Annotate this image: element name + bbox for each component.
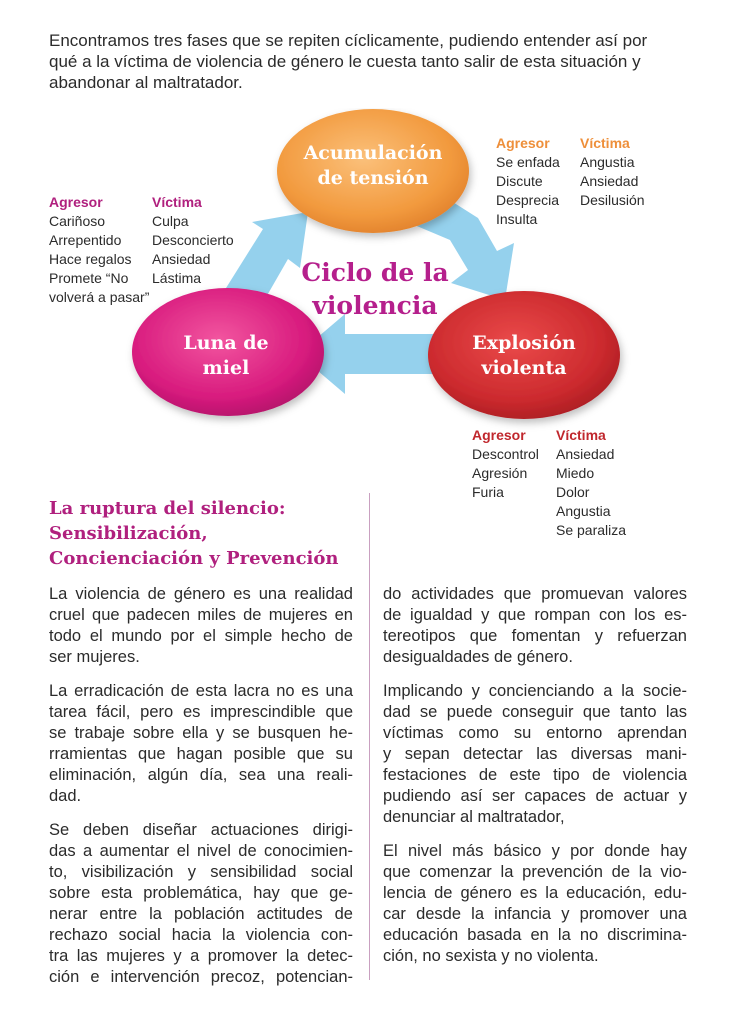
text-line: El nivel más básico y por donde hay xyxy=(383,842,687,860)
explosion-label-line: Explosión xyxy=(472,332,576,354)
text-line: rramientas que hagan posible que su xyxy=(49,745,353,763)
text-line: Se deben diseñar actuaciones dirigi- xyxy=(49,821,353,839)
text-line: todo el mundo por el simple hecho de xyxy=(49,627,353,645)
intro-line: qué a la víctima de violencia de género le cuesta tanto salir de esta situación y xyxy=(49,52,641,71)
list-item: Ansiedad xyxy=(580,173,639,189)
list-item: Se paraliza xyxy=(556,522,627,538)
explosion-phase-label xyxy=(448,331,600,381)
list-item: Angustia xyxy=(580,154,635,170)
explosion-agresor-list xyxy=(472,426,539,502)
list-item: Arrepentido xyxy=(49,232,122,248)
body-paragraph xyxy=(383,841,687,967)
cycle-title-line: violencia xyxy=(312,291,438,320)
tension-agresor-heading: Agresor xyxy=(496,135,550,151)
luna-victima-heading: Víctima xyxy=(152,194,202,210)
list-item: Furia xyxy=(472,484,504,500)
list-item: volverá a pasar” xyxy=(49,289,150,305)
luna-agresor-list xyxy=(49,193,149,307)
explosion-label-line: violenta xyxy=(481,357,567,379)
text-line: nerar entre la población actitudes de xyxy=(49,905,353,923)
list-item: Culpa xyxy=(152,213,189,229)
intro-line: abandonar al maltratador. xyxy=(49,73,243,92)
text-line: car desde la infancia y promover una xyxy=(383,905,687,923)
tension-label-line: Acumulación xyxy=(303,142,443,164)
list-item: Cariñoso xyxy=(49,213,106,229)
text-line: dad se puede conseguir que tanto las xyxy=(383,703,687,721)
text-line: rechazo social hacia la violencia con- xyxy=(49,926,353,944)
list-item: Promete “No xyxy=(49,270,129,286)
text-line: denunciar al maltratador, xyxy=(383,808,565,826)
luna-agresor-heading: Agresor xyxy=(49,194,103,210)
text-line: desigualdades de género. xyxy=(383,648,573,666)
text-line: educación basada en la no discrimina- xyxy=(383,926,687,944)
column-divider xyxy=(369,493,370,980)
text-line: víctimas como su entorno aprendan xyxy=(383,724,687,742)
section-title-line: La ruptura del silencio: xyxy=(49,498,286,519)
list-item: Dolor xyxy=(556,484,590,500)
explosion-victima-heading: Víctima xyxy=(556,427,606,443)
explosion-victima-list xyxy=(556,426,626,540)
text-line: ción, no sexista y no violenta. xyxy=(383,947,599,965)
list-item: Insulta xyxy=(496,211,538,227)
text-line: festaciones de este tipo de violencia xyxy=(383,766,687,784)
list-item: Desconcierto xyxy=(152,232,234,248)
left-text-column xyxy=(49,584,353,1001)
intro-line: Encontramos tres fases que se repiten cíclicamente, pudiendo entender así por xyxy=(49,31,648,50)
list-item: Miedo xyxy=(556,465,595,481)
text-line: eliminación, algún día, sea una reali- xyxy=(49,766,353,784)
luna-label-line: miel xyxy=(202,357,250,379)
violence-cycle-diagram xyxy=(0,108,734,548)
list-item: Desprecia xyxy=(496,192,560,208)
text-line: tarea fácil, pero es imprescindible que xyxy=(49,703,353,721)
list-item: Discute xyxy=(496,173,543,189)
right-text-column xyxy=(383,584,687,980)
tension-victima-heading: Víctima xyxy=(580,135,630,151)
text-line: y sepan detectar las diversas mani- xyxy=(383,745,687,763)
luna-victima-list xyxy=(152,193,234,288)
section-title-line: Concienciación y Prevención xyxy=(49,548,339,569)
luna-label-line: Luna de xyxy=(183,332,269,354)
body-paragraph xyxy=(383,584,687,668)
text-line: do actividades que promuevan valores xyxy=(383,585,687,603)
text-line: cruel que padecen miles de mujeres en xyxy=(49,606,353,624)
list-item: Ansiedad xyxy=(556,446,615,462)
text-line: tereotipos que fomentan y refuerzan xyxy=(383,627,687,645)
body-paragraph xyxy=(49,820,353,988)
text-line: La erradicación de esta lacra no es una xyxy=(49,682,353,700)
body-paragraph xyxy=(383,681,687,828)
text-line: ser mujeres. xyxy=(49,648,140,666)
text-line: sobre esta problemática, hay que ge- xyxy=(49,884,353,902)
tension-victima-list xyxy=(580,134,645,210)
tension-label-line: de tensión xyxy=(317,167,429,189)
tension-agresor-list xyxy=(496,134,560,229)
list-item: Se enfada xyxy=(496,154,560,170)
tension-phase-label xyxy=(293,141,453,191)
body-paragraph xyxy=(49,584,353,668)
text-line: lencia de género es la educación, edu- xyxy=(383,884,687,902)
body-paragraph xyxy=(49,681,353,807)
text-line: dad. xyxy=(49,787,82,805)
list-item: Hace regalos xyxy=(49,251,132,267)
list-item: Agresión xyxy=(472,465,528,481)
text-line: se trabaje sobre ella y se busquen he- xyxy=(49,724,353,742)
text-line: pudiendo así ser capaces de actuar y xyxy=(383,787,687,805)
text-line: de igualdad y que rompan con los es- xyxy=(383,606,687,624)
explosion-agresor-heading: Agresor xyxy=(472,427,526,443)
list-item: Descontrol xyxy=(472,446,539,462)
luna-phase-label xyxy=(156,331,296,381)
list-item: Lástima xyxy=(152,270,202,286)
text-line: das a aumentar el nivel de conocimien- xyxy=(49,842,353,860)
text-line: que comenzar la prevención de la vio- xyxy=(383,863,687,881)
text-line: La violencia de género es una realidad xyxy=(49,585,353,603)
text-line: Implicando y concienciando a la socie- xyxy=(383,682,687,700)
section-title-line: Sensibilización, xyxy=(49,523,208,544)
text-line: to, visibilización y sensibilidad social xyxy=(49,863,353,881)
text-line: ción e intervención precoz, potencian- xyxy=(49,968,353,986)
list-item: Desilusión xyxy=(580,192,645,208)
cycle-title-line: Ciclo de la xyxy=(301,258,449,287)
cycle-title xyxy=(300,256,450,322)
list-item: Angustia xyxy=(556,503,611,519)
intro-paragraph xyxy=(49,30,697,93)
list-item: Ansiedad xyxy=(152,251,211,267)
section-title xyxy=(49,496,359,571)
text-line: tra las mujeres y a promover la detec- xyxy=(49,947,353,965)
